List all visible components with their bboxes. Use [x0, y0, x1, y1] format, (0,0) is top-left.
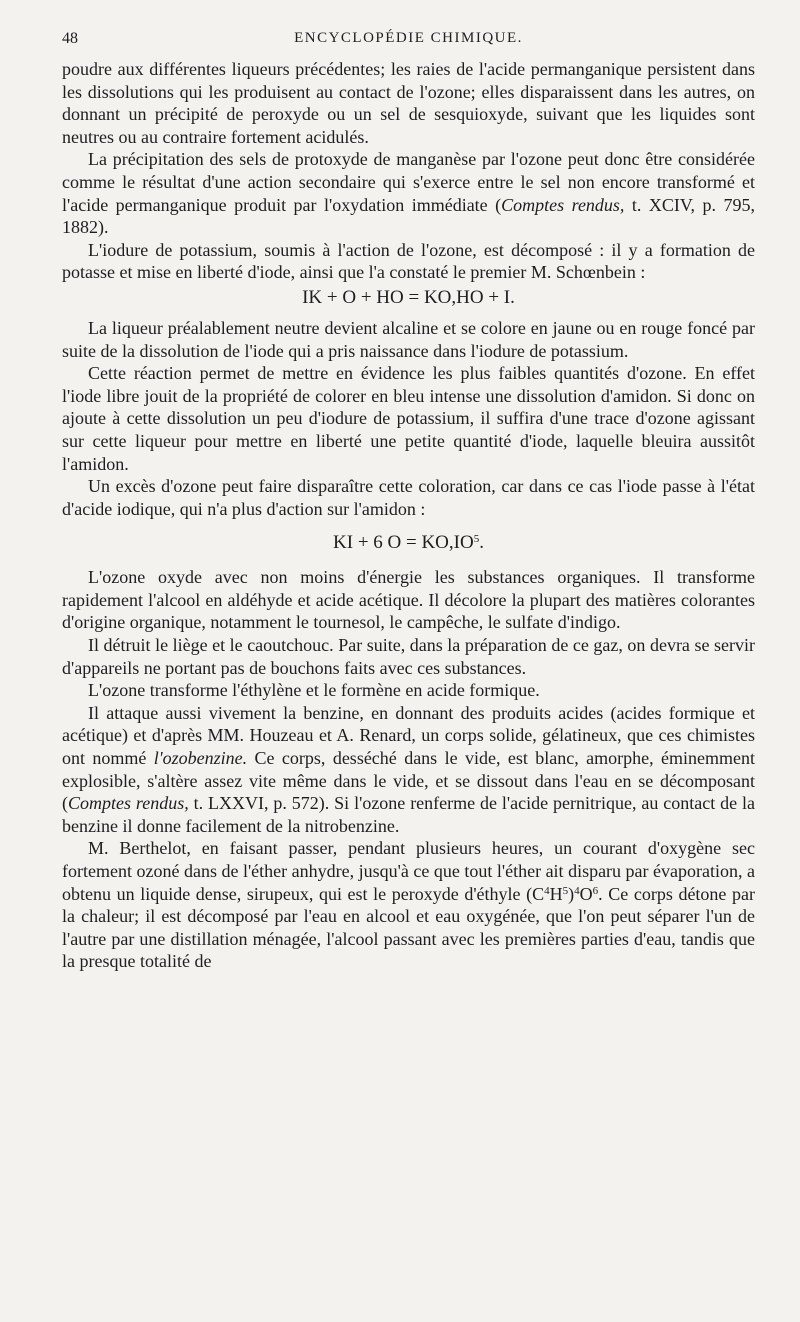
citation-journal: Comptes rendus,: [501, 194, 625, 215]
formula-part: ): [568, 883, 575, 904]
text-run: . Ce corps détone par la chaleur; il est décomposé par l'eau en alcool et eau oxygénée, que l'on peut séparer l'un de l'autre par une distillation ménagée, l'alcool passant avec les premières parties d'eau, tandis que la presque totalité de: [62, 883, 756, 972]
equation-iodure: IK + O + HO = KO,HO + I.: [302, 286, 515, 308]
formula-superscript: 6: [592, 884, 599, 897]
equation-main: KI + 6 O = KO,IO: [333, 532, 474, 554]
formula-part: O: [579, 883, 593, 904]
equation-iodique: [62, 530, 755, 556]
formula-superscript: 5: [562, 884, 569, 897]
equation-end: .: [479, 532, 484, 554]
text-run: Ce corps, desséché dans le vide, est blanc, amorphe, éminemment explosible, s'altère assez vite même dans le vide, et se dissout dans l'eau en se décomposant (: [62, 748, 755, 814]
text-run: M. Berthelot, en faisant passer, pendant plusieurs heures, un courant d'oxygène sec fortement ozoné dans de l'éther anhydre, jusqu'à ce que tout l'éther ait disparu par évaporation, a obtenu un liquide dense, sirupeux, qui est le peroxyde d'éthyle (C: [62, 838, 755, 904]
paragraph-reaction: Cette réaction permet de mettre en évidence les plus faibles quantités d'ozone. En effet l'iode libre jouit de la propriété de colorer en bleu intense une dissolution d'amidon. Si donc on ajoute à cette dissolution un peu d'iodure de potassium, il suffira d'une trace d'ozone agissant sur cette liqueur pour mettre en liberté une petite quantité d'iode, laquelle bleuira aussitôt l'amidon.: [62, 363, 755, 474]
term-ozobenzine: l'ozobenzine.: [153, 748, 248, 769]
page-number: 48: [62, 30, 78, 47]
paragraph-liege: Il détruit le liège et le caoutchouc. Par suite, dans la préparation de ce gaz, on devra se servir d'appareils ne portant pas de bouchons faits avec ces substances.: [62, 635, 755, 678]
formula-part: H: [549, 883, 563, 904]
text-run: La précipitation des sels de protoxyde de manganèse par l'ozone peut donc être considérée comme le résultat d'une action secondaire qui s'exerce entre le sel non encore transformé et l'acide permanganique produit par l'oxydation immédiate (: [62, 149, 755, 215]
page-header: [62, 30, 755, 52]
formula-superscript: 4: [544, 884, 550, 897]
equation-superscript: 5: [473, 533, 480, 546]
paragraph-organiques: L'ozone oxyde avec non moins d'énergie les substances organiques. Il transforme rapidement l'alcool en aldéhyde et acide acétique. Il décolore la plupart des matières colorantes d'origine organique, notamment le tournesol, le campêche, le sulfate d'indigo.: [62, 567, 755, 633]
formula-superscript: 4: [574, 884, 580, 897]
paragraph-exces: Un excès d'ozone peut faire disparaître cette coloration, car dans ce cas l'iode passe à l'état d'acide iodique, qui n'a plus d'action sur l'amidon :: [62, 476, 755, 519]
paragraph-continuation: poudre aux différentes liqueurs précédentes; les raies de l'acide permanganique persistent dans les dissolutions qui les produisent au contact de l'ozone; elles disparaissent dans les autres, on donnant un précipité de peroxyde ou un sel de sesquioxyde, suivant que les liquides sont neutres ou au contraire fortement acidulés.: [62, 59, 755, 147]
paragraph-ethylene: L'ozone transforme l'éthylène et le formène en acide formique.: [88, 680, 540, 701]
citation-journal: Comptes rendus,: [68, 793, 189, 814]
text-run: t. LXXVI, p. 572). Si l'ozone renferme de l'acide pernitrique, au contact de la benzine il donne facilement de la nitrobenzine.: [62, 793, 755, 836]
paragraph-liqueur: La liqueur préalablement neutre devient alcaline et se colore en jaune ou en rouge foncé par suite de la dissolution de l'iode qui a pris naissance dans l'iodure de potassium.: [62, 317, 755, 361]
page-body: [62, 58, 755, 973]
paragraph-precipitation: [62, 148, 755, 238]
text-run: Il attaque aussi vivement la benzine, en donnant des produits acides (acides formique et acétique) et d'après MM. Houzeau et A. Renard, un corps solide, gélatineux, que ces chimistes ont nommé: [62, 702, 755, 769]
paragraph-berthelot: [62, 837, 755, 973]
paragraph-iodure: L'iodure de potassium, soumis à l'action de l'ozone, est décomposé : il y a formation de potasse et mise en liberté d'iode, ainsi que l'a constaté le premier M. Schœnbein :: [62, 239, 755, 283]
running-title: ENCYCLOPÉDIE CHIMIQUE.: [294, 30, 523, 46]
paragraph-benzine: [62, 702, 755, 838]
text-run: t. XCIV, p. 795, 1882).: [62, 194, 755, 238]
